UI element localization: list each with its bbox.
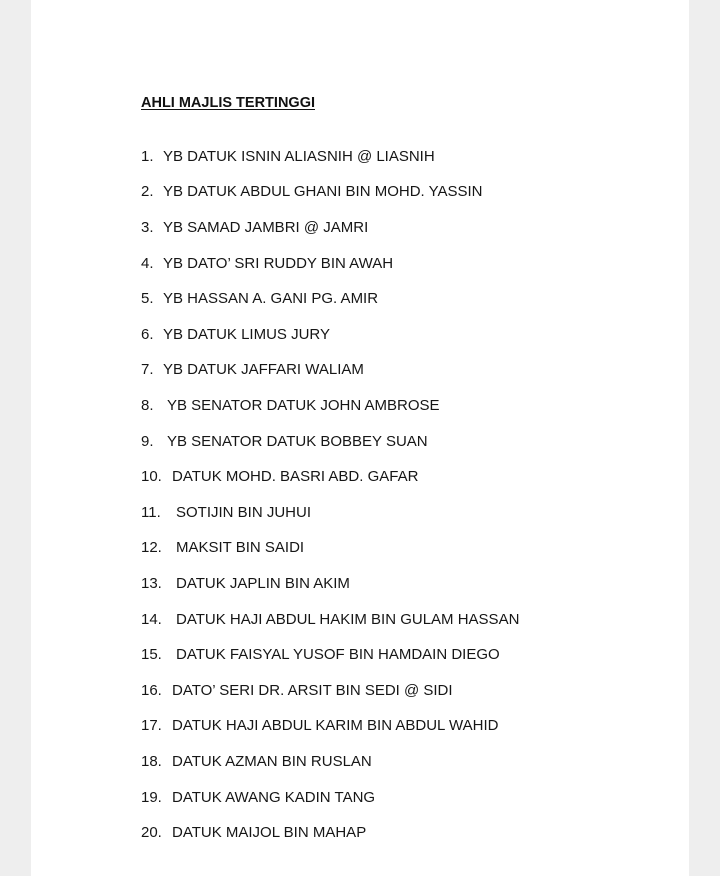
list-item-number: 20. [141, 824, 162, 841]
list-item-number: 14. [141, 611, 162, 628]
list-item [141, 644, 500, 666]
list-item [141, 502, 311, 524]
list-item [141, 359, 364, 381]
list-item-number: 6. [141, 326, 154, 343]
list-item [141, 217, 368, 239]
list-item-number: 4. [141, 255, 154, 272]
list-item-name: DATUK HAJI ABDUL KARIM BIN ABDUL WAHID [172, 717, 499, 734]
list-item [141, 466, 418, 488]
list-item-name: DATUK AWANG KADIN TANG [172, 789, 376, 806]
list-item-name: DATO’ SERI DR. ARSIT BIN SEDI @ SIDI [172, 682, 453, 699]
list-item [141, 573, 350, 595]
list-item [141, 146, 435, 168]
list-item-name: DATUK AZMAN BIN RUSLAN [172, 753, 372, 770]
list-item [141, 680, 453, 702]
list-item [141, 288, 378, 310]
list-item-name: YB DATO’ SRI RUDDY BIN AWAH [163, 255, 394, 272]
list-item-number: 5. [141, 290, 154, 307]
list-item-number: 8. [141, 397, 154, 414]
list-item-number: 17. [141, 717, 162, 734]
list-item-name: DATUK MOHD. BASRI ABD. GAFAR [172, 468, 419, 485]
list-item-name: DATUK FAISYAL YUSOF BIN HAMDAIN DIEGO [176, 646, 500, 663]
list-item-number: 12. [141, 539, 162, 556]
list-item [141, 181, 483, 203]
list-item-number: 13. [141, 575, 162, 592]
document-page [31, 0, 689, 876]
list-item-name: YB SENATOR DATUK BOBBEY SUAN [167, 433, 428, 450]
list-item-name: YB SENATOR DATUK JOHN AMBROSE [167, 397, 440, 414]
list-item-number: 11. [141, 504, 161, 521]
list-item-name: YB DATUK ISNIN ALIASNIH @ LIASNIH [163, 148, 435, 165]
list-item [141, 787, 375, 809]
list-item-name: YB HASSAN A. GANI PG. AMIR [163, 290, 379, 307]
list-item-name: MAKSIT BIN SAIDI [176, 539, 305, 556]
list-item-number: 19. [141, 789, 162, 806]
list-item [141, 751, 372, 773]
list-item [141, 822, 366, 844]
list-item [141, 324, 330, 346]
list-item-number: 16. [141, 682, 162, 699]
list-item-number: 1. [141, 148, 154, 165]
list-item [141, 537, 304, 559]
list-item [141, 253, 393, 275]
list-item [141, 715, 498, 737]
list-item-name: YB DATUK JAFFARI WALIAM [163, 361, 364, 378]
list-item-number: 2. [141, 183, 154, 200]
list-item-name: DATUK JAPLIN BIN AKIM [176, 575, 350, 592]
list-item [141, 395, 440, 417]
list-item-name: YB DATUK LIMUS JURY [163, 326, 330, 343]
list-item [141, 609, 519, 631]
list-item-name: YB DATUK ABDUL GHANI BIN MOHD. YASSIN [163, 183, 483, 200]
list-item-number: 15. [141, 646, 162, 663]
list-item-name: DATUK MAIJOL BIN MAHAP [172, 824, 367, 841]
list-item-number: 7. [141, 361, 154, 378]
list-item-number: 10. [141, 468, 162, 485]
list-item-name: YB SAMAD JAMBRI @ JAMRI [163, 219, 369, 236]
document-heading: AHLI MAJLIS TERTINGGI [141, 95, 315, 111]
list-item [141, 431, 428, 453]
list-item-number: 3. [141, 219, 154, 236]
list-item-number: 18. [141, 753, 162, 770]
list-item-number: 9. [141, 433, 154, 450]
list-item-name: DATUK HAJI ABDUL HAKIM BIN GULAM HASSAN [176, 611, 520, 628]
list-item-name: SOTIJIN BIN JUHUI [176, 504, 312, 521]
